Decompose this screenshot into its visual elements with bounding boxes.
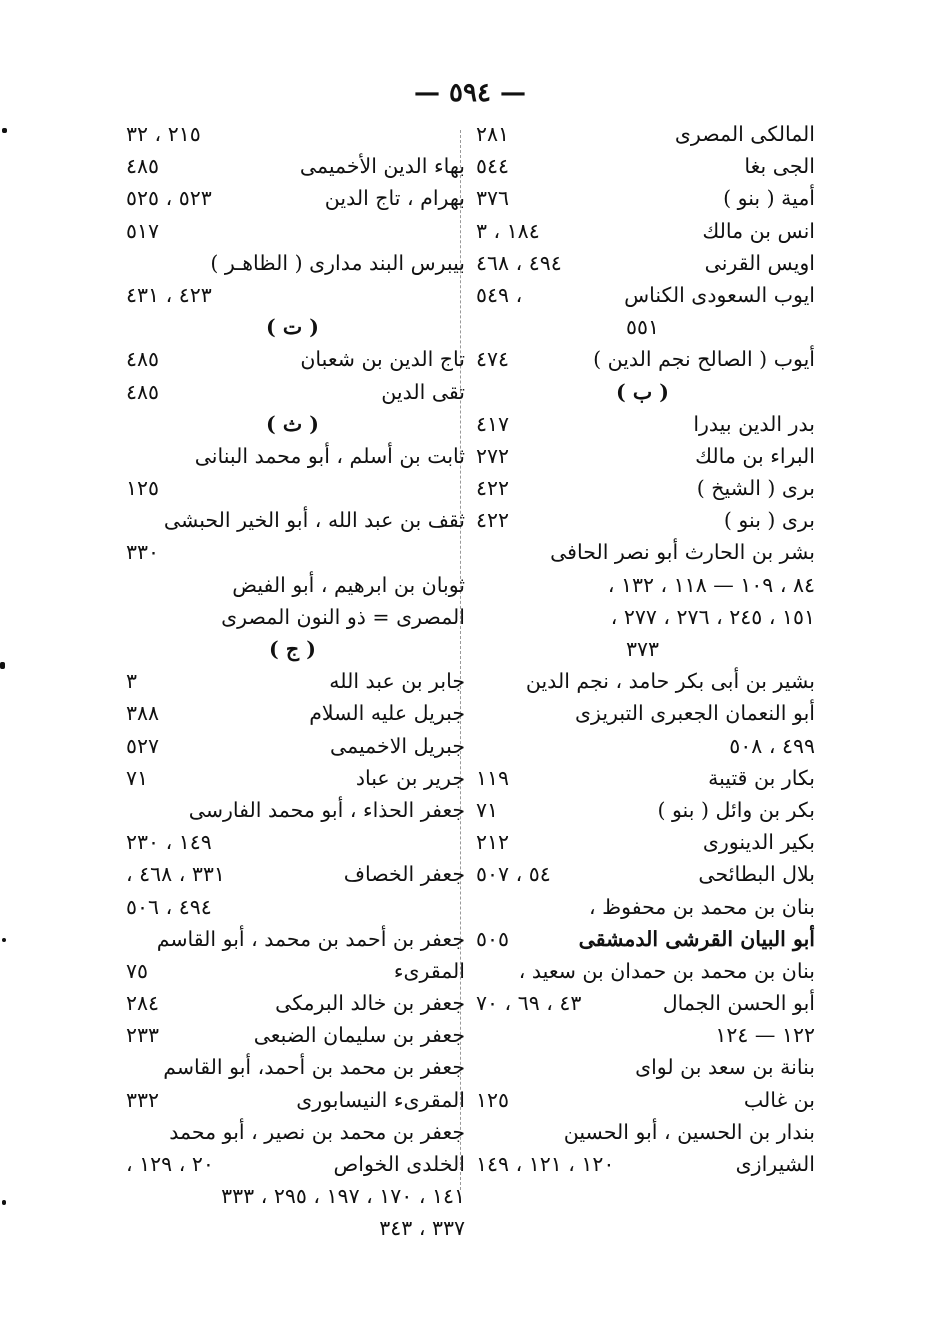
entry-page-refs: ٤٣ ، ٦٩ ، ٧٠: [476, 991, 582, 1016]
entry-page-refs: ٧١: [476, 797, 499, 822]
index-entry: [120, 826, 465, 858]
index-entry-line: ١٤١ ، ١٧٠ ، ١٩٧ ، ٢٩٥ ، ٣٣٣: [221, 1184, 465, 1209]
index-entry: [470, 923, 815, 955]
entry-name: بهاء الدين الأخميمى: [299, 154, 465, 179]
index-entry: [470, 215, 815, 247]
index-entry: [120, 1019, 465, 1051]
index-entry: [120, 762, 465, 794]
index-entry: [120, 1084, 465, 1116]
index-entry: [470, 987, 815, 1019]
entry-name: بكير الدينورى: [702, 830, 815, 855]
index-entry: [470, 343, 815, 375]
entry-page-refs: ٥٠٥: [476, 926, 510, 951]
index-entry: [470, 408, 815, 440]
index-entry-line: بنانة بن سعد بن لواى: [635, 1055, 815, 1080]
index-entry: [120, 1148, 465, 1180]
entry-name: بلال البطائحى: [698, 862, 815, 887]
page-number: — ٥٩٤ —: [413, 78, 527, 108]
entry-name: برى ( بنو ): [723, 508, 815, 533]
entry-page-refs: ٣٣٠: [126, 540, 160, 565]
index-entry-line: بشر بن الحارث أبو نصر الحافى: [550, 540, 815, 565]
entry-name: جعفر الخصاف: [343, 862, 465, 887]
index-entry: [470, 279, 815, 311]
entry-name: الشيرازى: [735, 1152, 815, 1176]
index-entry: [470, 858, 815, 890]
index-entry: [470, 504, 815, 536]
entry-name: جبريل عليه السلام: [309, 701, 465, 726]
left-column: [120, 118, 465, 1245]
entry-name: أبو الحسن الجمال: [662, 991, 815, 1016]
index-entry: [120, 343, 465, 375]
right-column: [470, 118, 815, 1180]
entry-page-refs: ٤٩٤ ، ٥٠٦: [126, 894, 212, 919]
entry-page-refs: ٣٨٨: [126, 701, 160, 726]
entry-name: البراء بن مالك: [695, 443, 815, 468]
index-entry: [470, 1148, 815, 1180]
entry-page-refs: ٤٧٤: [476, 347, 510, 372]
entry-page-refs: ١٢٥: [476, 1087, 510, 1112]
index-entry-line: جعفر بن محمد بن أحمد، أبو القاسم: [163, 1055, 465, 1080]
index-entry: [470, 150, 815, 182]
entry-page-refs: ٤٨٥: [126, 379, 160, 404]
index-entry-line: أبو النعمان الجعبرى التبريزى: [574, 701, 815, 726]
entry-page-refs: ٢١٢: [476, 830, 510, 855]
index-entry-line: بندار بن الحسين ، أبو الحسين: [563, 1119, 815, 1144]
index-entry: [470, 472, 815, 504]
index-entry-line: ثابت بن أسلم ، أبو محمد البنانى: [194, 443, 465, 468]
entry-name: تاج الدين بن شعبان: [300, 347, 465, 372]
index-entry-line: ثوبان بن ابرهيم ، أبو الفيض: [232, 572, 465, 597]
entry-page-refs: ٥٢٣ ، ٥٢٥: [126, 186, 212, 211]
entry-name: بدر الدين بيدرا: [693, 411, 815, 436]
index-entry: [120, 858, 465, 890]
index-entry: [120, 955, 465, 987]
index-entry-line: المصرى = ذو النون المصرى: [221, 604, 465, 629]
entry-page-refs: ٢٠ ، ١٢٩ ،: [126, 1152, 214, 1176]
index-entry-line: ٨٤ ، ١٠٩ — ١١٨ ، ١٣٢ ،: [607, 572, 815, 597]
index-entry: [120, 215, 465, 247]
entry-name: ايوب السعودى الكناس: [624, 282, 815, 307]
index-entry: [120, 536, 465, 568]
index-entry: [120, 730, 465, 762]
entry-name: الجى بغا: [744, 154, 815, 179]
entry-name: الخلدى الخواص: [333, 1152, 465, 1176]
entry-page-refs: ٥٤٤: [476, 154, 510, 179]
entry-page-refs: ٤١٧: [476, 411, 510, 436]
entry-page-refs: ٥٤ ، ٥٠٧: [476, 862, 551, 887]
index-page-ref: ٣٧٣: [625, 637, 660, 661]
section-heading: ( ث ): [266, 411, 319, 436]
index-entry: [470, 118, 815, 150]
section-heading: ( ب ): [616, 379, 669, 404]
scan-mark: [2, 1200, 6, 1205]
index-entry: [470, 182, 815, 214]
entry-name: تقى الدين: [381, 379, 465, 404]
index-entry: [120, 279, 465, 311]
entry-page-refs: ٢١٥ ، ٣٢: [126, 122, 201, 146]
index-entry: [470, 826, 815, 858]
index-entry: [120, 150, 465, 182]
entry-page-refs: ٢٣٣: [126, 1023, 160, 1048]
index-entry: [120, 665, 465, 697]
index-entry: [470, 1084, 815, 1116]
entry-name: بكر بن وائل ( بنو ): [657, 797, 815, 822]
entry-name: أمية ( بنو ): [723, 186, 815, 211]
index-entry: [470, 440, 815, 472]
index-entry-line: بيبرس البند مدارى ( الظاهـر ): [210, 250, 465, 275]
entry-page-refs: ٤٨٥: [126, 154, 160, 179]
entry-name: جرير بن عباد: [355, 765, 465, 790]
entry-page-refs: ٤٩٤ ، ٤٦٨: [476, 250, 562, 275]
entry-page-refs: ١٢٠ ، ١٢١ ، ١٤٩: [476, 1152, 615, 1176]
entry-name: جعفر بن سليمان الضبعى: [253, 1023, 465, 1048]
entry-name: المقرىء النيسابورى: [296, 1087, 465, 1112]
index-entry: [120, 472, 465, 504]
entry-page-refs: ٥٢٧: [126, 733, 160, 758]
entry-page-refs: ٧١: [126, 765, 149, 790]
entry-page-refs: ٢٨٤: [126, 991, 160, 1016]
index-entry: [120, 376, 465, 408]
scan-mark: [0, 662, 5, 669]
entry-page-refs: ١١٩: [476, 765, 510, 790]
index-entry: [470, 762, 815, 794]
entry-page-refs: ١٨٤ ، ٣: [476, 218, 540, 243]
index-entry-line: جعفر الحذاء ، أبو محمد الفارسى: [188, 797, 465, 822]
index-entry-line: ٤٩٩ ، ٥٠٨: [729, 733, 815, 758]
entry-name: انس بن مالك: [702, 218, 815, 243]
entry-name: بن غالب: [743, 1087, 815, 1112]
entry-name: برى ( الشيخ ): [696, 476, 815, 501]
entry-page-refs: ٢٨١: [476, 122, 510, 146]
entry-name: المقرىء: [393, 958, 465, 983]
entry-page-refs: ٧٥: [126, 958, 149, 983]
index-entry-line: جعفر بن أحمد بن محمد ، أبو القاسم: [156, 926, 465, 951]
index-entry-line: بنان بن محمد بن محفوظ ،: [589, 894, 815, 919]
index-entry-line: بنان بن محمد بن حمدان بن سعيد ،: [518, 958, 815, 983]
entry-page-refs: ٤٢٣ ، ٤٣١: [126, 282, 212, 307]
index-entry: [120, 987, 465, 1019]
entry-name: اويس القرنى: [704, 250, 815, 275]
scan-mark: [2, 128, 7, 133]
index-entry-line: ٣٣٧ ، ٣٤٣: [379, 1216, 465, 1241]
entry-page-refs: ٤٢٢: [476, 508, 510, 533]
entry-page-refs: ١٢٥: [126, 476, 160, 501]
index-entry-line: ثقف بن عبد الله ، أبو الخير الحبشى: [163, 508, 465, 533]
entry-name: المالكى المصرى: [674, 122, 815, 146]
entry-name: بهرام ، تاج الدين: [324, 186, 465, 211]
index-entry-line: ١٢٢ — ١٢٤: [715, 1023, 815, 1048]
entry-name: جعفر بن خالد البرمكى: [275, 991, 465, 1016]
section-heading: ( ج ): [269, 637, 316, 661]
entry-page-refs: ١٤٩ ، ٢٣٠: [126, 830, 212, 855]
index-page-ref: ٥٥١: [625, 315, 660, 340]
entry-page-refs: ٤٢٢: [476, 476, 510, 501]
entry-name: جابر بن عبد الله: [329, 669, 465, 694]
section-heading: ( ت ): [266, 315, 319, 340]
entry-page-refs: ، ٥٤٩: [476, 282, 523, 307]
index-entry-line: بشير بن أبى بكر حامد ، نجم الدين: [525, 669, 815, 694]
entry-page-refs: ٣٣٢: [126, 1087, 160, 1112]
index-entry: [120, 182, 465, 214]
entry-name: أبو البيان القرشى الدمشقى: [578, 926, 815, 951]
index-entry: [120, 697, 465, 729]
index-entry: [470, 247, 815, 279]
entry-page-refs: ٣: [126, 669, 138, 694]
entry-name: بكار بن قتيبة: [708, 765, 815, 790]
index-entry-line: جعفر بن محمد بن نصير ، أبو محمد: [169, 1119, 465, 1144]
entry-page-refs: ٣٧٦: [476, 186, 510, 211]
index-entry: [120, 118, 465, 150]
index-entry: [120, 891, 465, 923]
entry-page-refs: ٢٧٢: [476, 443, 510, 468]
entry-name: أيوب ( الصالح نجم الدين ): [593, 347, 815, 372]
scan-mark: [2, 938, 6, 942]
entry-page-refs: ٥١٧: [126, 218, 160, 243]
entry-name: جبريل الاخميمى: [330, 733, 465, 758]
entry-page-refs: ٤٨٥: [126, 347, 160, 372]
index-entry: [470, 794, 815, 826]
index-entry-line: ١٥١ ، ٢٤٥ ، ٢٧٦ ، ٢٧٧ ،: [610, 604, 815, 629]
entry-page-refs: ٣٣١ ، ٤٦٨ ،: [126, 862, 225, 887]
